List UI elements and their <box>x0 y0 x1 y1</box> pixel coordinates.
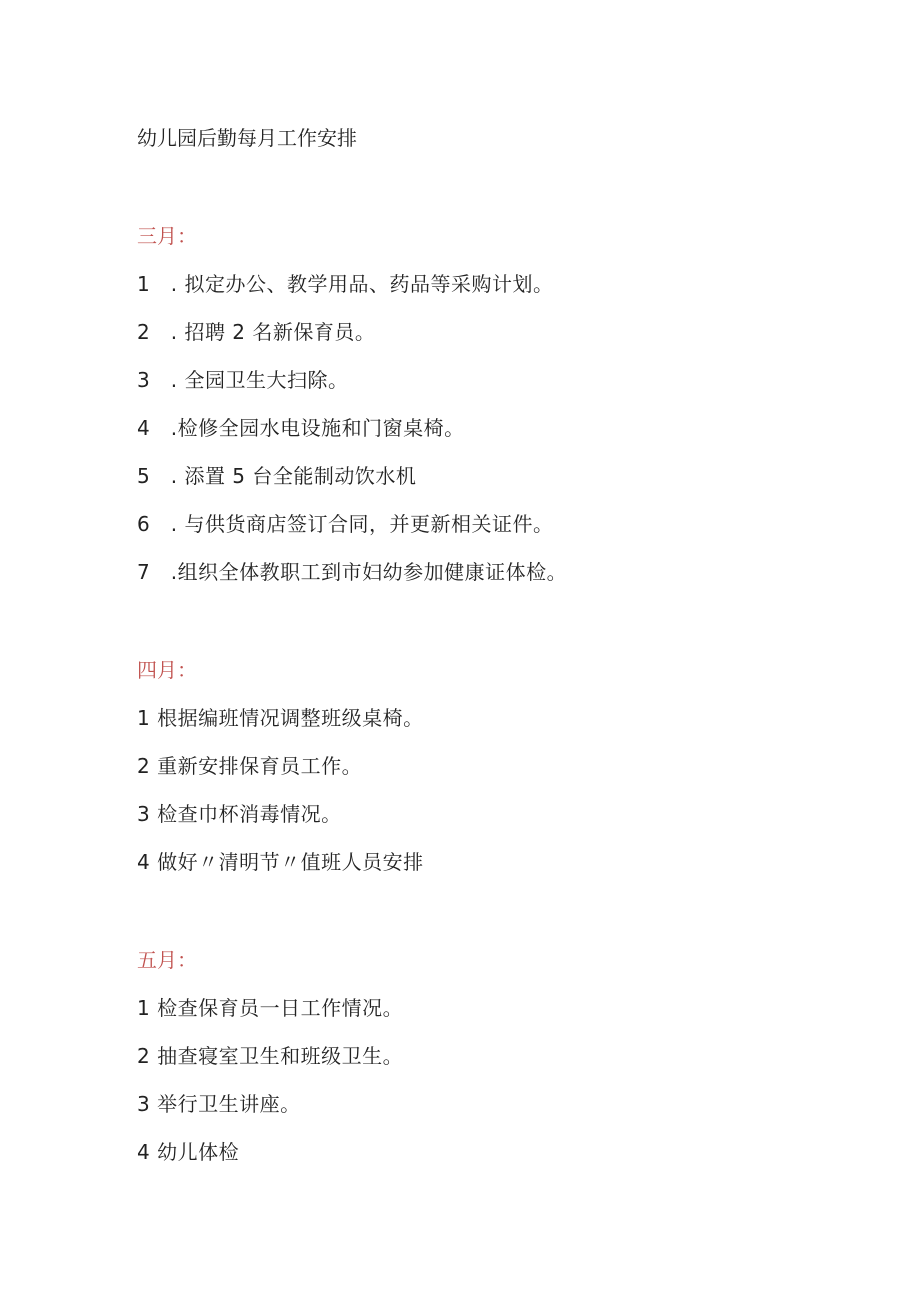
list-item: 3 . 全园卫生大扫除。 <box>137 368 349 392</box>
list-item: 5 . 添置 5 台全能制动饮水机 <box>137 464 417 488</box>
list-item: 4 做好〃清明节〃值班人员安排 <box>137 850 424 874</box>
list-item: 2 重新安排保育员工作。 <box>137 754 363 778</box>
section-heading-march: 三月： <box>137 224 197 248</box>
list-item: 7 .组织全体教职工到市妇幼参加健康证体检。 <box>137 560 568 584</box>
list-item: 6 . 与供货商店签订合同，并更新相关证件。 <box>137 512 554 536</box>
section-heading-may: 五月： <box>137 948 197 972</box>
list-item: 3 检查巾杯消毒情况。 <box>137 802 342 826</box>
list-item: 2 抽查寝室卫生和班级卫生。 <box>137 1044 404 1068</box>
list-item: 2 . 招聘 2 名新保育员。 <box>137 320 376 344</box>
list-item: 1 检查保育员一日工作情况。 <box>137 996 404 1020</box>
section-heading-april: 四月： <box>137 658 197 682</box>
list-item: 4 .检修全园水电设施和门窗桌椅。 <box>137 416 465 440</box>
list-item: 3 举行卫生讲座。 <box>137 1092 301 1116</box>
list-item: 1 根据编班情况调整班级桌椅。 <box>137 706 424 730</box>
list-item: 4 幼儿体检 <box>137 1140 240 1164</box>
document-title: 幼儿园后勤每月工作安排 <box>137 126 357 150</box>
list-item: 1 . 拟定办公、教学用品、药品等采购计划。 <box>137 272 554 296</box>
